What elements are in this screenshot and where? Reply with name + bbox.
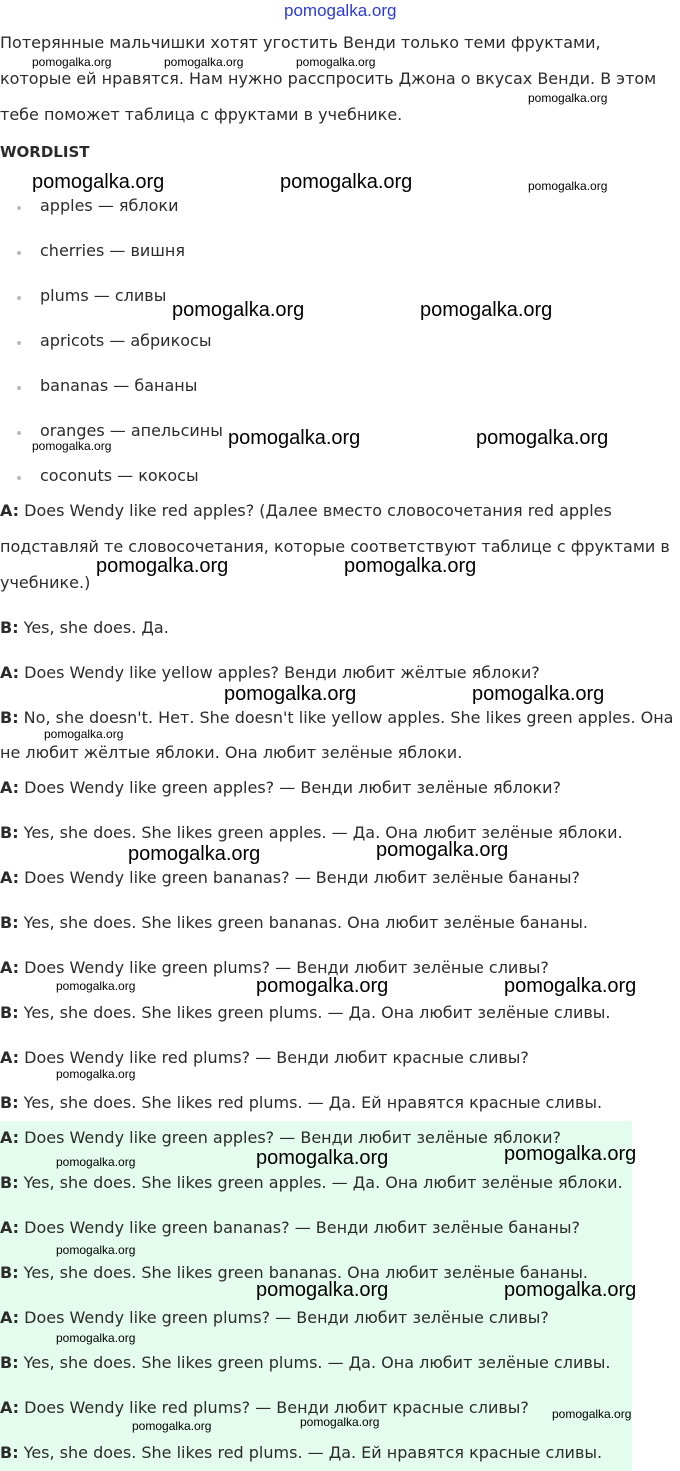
watermark: pomogalka.org <box>504 975 637 997</box>
speaker-label: A: <box>0 1218 20 1237</box>
watermark: pomogalka.org <box>420 299 553 321</box>
dialogue-line <box>0 1047 680 1069</box>
watermark: pomogalka.org <box>32 55 112 69</box>
speaker-label: B: <box>0 913 19 932</box>
bullet-icon <box>17 296 21 300</box>
dialogue-text: Does Wendy like red plums? — Венди любит красные сливы? <box>19 1048 529 1067</box>
dialogue-line <box>0 1442 680 1464</box>
watermark: pomogalka.org <box>376 839 509 861</box>
watermark: pomogalka.org <box>128 843 261 865</box>
watermark: pomogalka.org <box>476 427 609 449</box>
dialogue-line <box>0 777 680 799</box>
dialogue-text: Does Wendy like green bananas? — Венди любит зелёные бананы? <box>19 868 580 887</box>
watermark: pomogalka.org <box>296 55 376 69</box>
watermark: pomogalka.org <box>256 975 389 997</box>
dialogue-line <box>0 707 680 729</box>
bullet-icon <box>17 476 21 480</box>
dialogue-text: Does Wendy like green plums? — Венди любит зелёные сливы? <box>19 1308 549 1327</box>
dialogue-text: Yes, she does. She likes green apples. — Да. Она любит зелёные яблоки. <box>18 1173 623 1192</box>
dialogue-intro <box>0 493 672 601</box>
watermark: pomogalka.org <box>300 1415 380 1429</box>
dialogue-line <box>0 617 680 639</box>
wordlist-item-text: apricots — абрикосы <box>40 331 212 350</box>
dialogue-line <box>0 662 680 684</box>
watermark: pomogalka.org <box>228 427 361 449</box>
site-banner[interactable]: pomogalka.org <box>284 1 397 20</box>
watermark: pomogalka.org <box>528 91 608 105</box>
dialogue-text: Does Wendy like green bananas? — Венди любит зелёные бананы? <box>19 1218 580 1237</box>
watermark: pomogalka.org <box>472 683 605 705</box>
watermark: pomogalka.org <box>172 299 305 321</box>
watermark: pomogalka.org <box>56 1155 136 1169</box>
speaker-label: A: <box>0 663 20 682</box>
speaker-label: A: <box>0 778 20 797</box>
watermark: pomogalka.org <box>528 179 608 193</box>
watermark: pomogalka.org <box>56 1331 136 1345</box>
speaker-label: A: <box>0 1308 20 1327</box>
dialogue-text: Does Wendy like yellow apples? Венди любит жёлтые яблоки? <box>19 663 540 682</box>
watermark: pomogalka.org <box>44 727 124 741</box>
wordlist-item-text: apples — яблоки <box>40 196 179 215</box>
wordlist-item-text: coconuts — кокосы <box>40 466 199 485</box>
watermark: pomogalka.org <box>552 1407 632 1421</box>
speaker-label: B: <box>0 708 19 727</box>
speaker-label: A: <box>0 868 20 887</box>
bullet-icon <box>17 206 21 210</box>
dialogue-text: Yes, she does. Да. <box>18 618 169 637</box>
speaker-label: B: <box>0 1263 19 1282</box>
speaker-label: B: <box>0 1353 19 1372</box>
speaker-label: A: <box>0 958 20 977</box>
watermark: pomogalka.org <box>56 979 136 993</box>
dialogue-line <box>0 867 680 889</box>
speaker-label: A: <box>0 1398 20 1417</box>
dialogue-text: Yes, she does. She likes green plums. — Да. Она любит зелёные сливы. <box>18 1353 611 1372</box>
watermark: pomogalka.org <box>224 683 357 705</box>
dialogue-text: Does Wendy like green plums? — Венди любит зелёные сливы? <box>19 958 549 977</box>
watermark: pomogalka.org <box>164 55 244 69</box>
watermark: pomogalka.org <box>344 555 477 577</box>
dialogue-text: Yes, she does. She likes green bananas. Она любит зелёные бананы. <box>18 913 588 932</box>
dialogue-line <box>0 912 680 934</box>
bullet-icon <box>17 251 21 255</box>
watermark: pomogalka.org <box>504 1279 637 1301</box>
watermark: pomogalka.org <box>280 171 413 193</box>
dialogue-line <box>0 742 680 764</box>
dialogue-line <box>0 1352 680 1374</box>
wordlist-heading: WORDLIST <box>0 143 90 161</box>
watermark: pomogalka.org <box>32 439 112 453</box>
bullet-icon <box>17 431 21 435</box>
dialogue-text: Yes, she does. She likes red plums. — Да. Ей нравятся красные сливы. <box>18 1093 603 1112</box>
speaker-label: A: <box>0 501 20 520</box>
watermark: pomogalka.org <box>256 1279 389 1301</box>
dialogue-text: Yes, she does. She likes green bananas. Она любит зелёные бананы. <box>18 1263 588 1282</box>
watermark: pomogalka.org <box>32 171 165 193</box>
dialogue-line <box>0 1172 680 1194</box>
speaker-label: A: <box>0 1048 20 1067</box>
wordlist-item-text: oranges — апельсины <box>40 421 223 440</box>
dialogue-text: No, she doesn't. Нет. She doesn't like yellow apples. She likes green apples. Она <box>18 708 674 727</box>
wordlist-item-text: cherries — вишня <box>40 241 186 260</box>
dialogue-text: Does Wendy like green apples? — Венди любит зелёные яблоки? <box>19 1128 562 1147</box>
speaker-label: B: <box>0 1173 19 1192</box>
speaker-label: B: <box>0 618 19 637</box>
wordlist-item-text: plums — сливы <box>40 286 167 305</box>
watermark: pomogalka.org <box>132 1419 212 1433</box>
bullet-icon <box>17 341 21 345</box>
dialogue-text: Yes, she does. She likes red plums. — Да. Ей нравятся красные сливы. <box>18 1443 603 1462</box>
watermark: pomogalka.org <box>256 1147 389 1169</box>
dialogue-text: Does Wendy like red apples? (Далее вместо словосочетания red apples подставляй те словосочетания, которые соответствуют таблице с фруктами в учебнике.) <box>0 501 670 592</box>
dialogue-line <box>0 1217 680 1239</box>
speaker-label: B: <box>0 1093 19 1112</box>
wordlist-item-text: bananas — бананы <box>40 376 198 395</box>
watermark: pomogalka.org <box>56 1243 136 1257</box>
dialogue-text: не любит жёлтые яблоки. Она любит зелёные яблоки. <box>0 743 463 762</box>
dialogue-line <box>0 1307 680 1329</box>
dialogue-text: Does Wendy like red plums? — Венди любит красные сливы? <box>19 1398 529 1417</box>
dialogue-line <box>0 1092 680 1114</box>
dialogue-text: Yes, she does. She likes green apples. — Да. Она любит зелёные яблоки. <box>18 823 623 842</box>
intro-paragraph: Потерянные мальчишки хотят угостить Венди только теми фруктами, которые ей нравятся. Нам нужно расспросить Джона о вкусах Венди. В этом тебе поможет таблица с фруктами в учебнике. <box>0 33 657 124</box>
bullet-icon <box>17 386 21 390</box>
speaker-label: B: <box>0 1443 19 1462</box>
dialogue-text: Yes, she does. She likes green plums. — Да. Она любит зелёные сливы. <box>18 1003 611 1022</box>
watermark: pomogalka.org <box>96 555 229 577</box>
speaker-label: B: <box>0 1003 19 1022</box>
watermark: pomogalka.org <box>504 1143 637 1165</box>
dialogue-text: Does Wendy like green apples? — Венди любит зелёные яблоки? <box>19 778 562 797</box>
speaker-label: A: <box>0 1128 20 1147</box>
speaker-label: B: <box>0 823 19 842</box>
watermark: pomogalka.org <box>56 1067 136 1081</box>
dialogue-line <box>0 822 680 844</box>
dialogue-line <box>0 1002 680 1024</box>
